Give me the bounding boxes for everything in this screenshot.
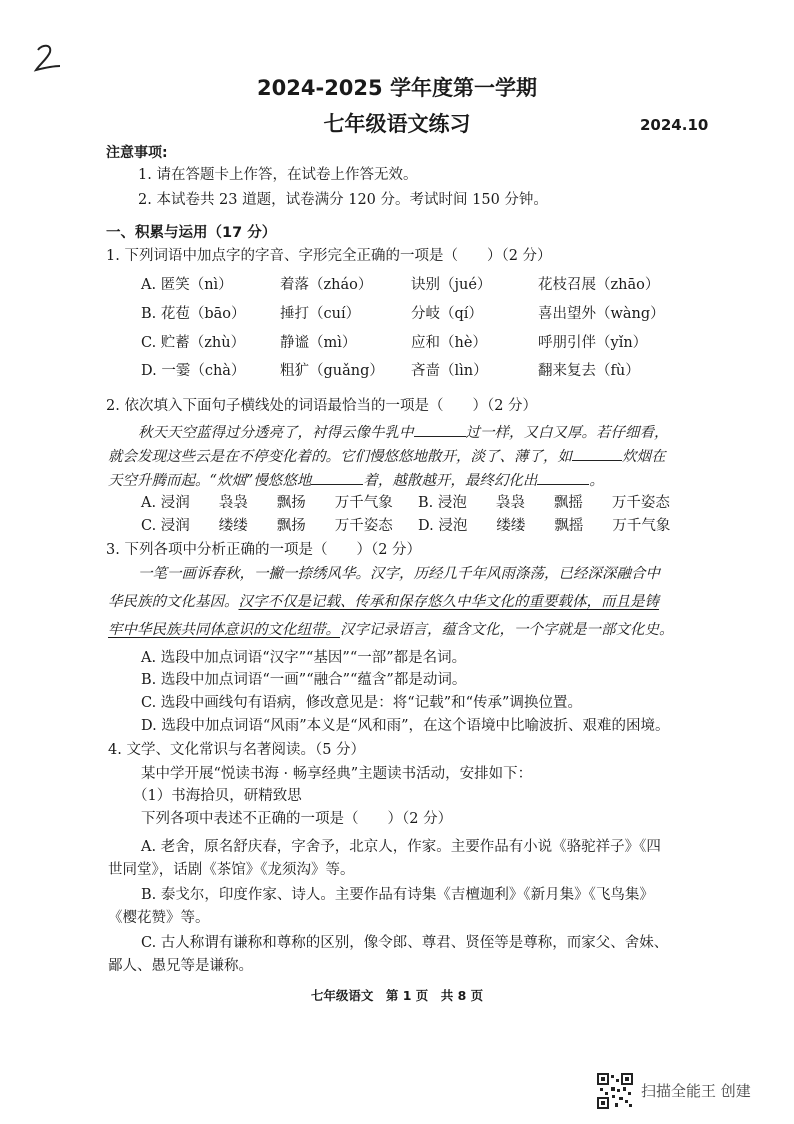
q1-a-4: 花枝召展（zhāo） <box>538 277 660 293</box>
q4-option-c-line-2: 鄙人、愚兄等是谦称。 <box>108 958 253 974</box>
q2-para-line-2: 就会发现这些云是在不停变化着的。它们慢悠悠地散开，淡了、薄了，如 炊烟在 <box>108 449 666 465</box>
q2-blank-3 <box>311 472 363 485</box>
q3-option-d: D. 选段中加点词语“风雨”本义是“风和雨”，在这个语境中比喻波折、艰难的困境。 <box>141 718 670 734</box>
q4-option-b-line-2: 《樱花赞》等。 <box>108 910 210 926</box>
q1-b-3: 分岐（qí） <box>411 306 483 322</box>
q2-para-line-3: 天空升腾而起。“炊烟”慢悠悠地 着，越散越开，最终幻化出 。 <box>108 473 604 489</box>
q4-option-c-line-1: C. 古人称谓有谦称和尊称的区别，像令郎、尊君、贤侄等是尊称，而家父、舍妹、 <box>141 935 669 951</box>
q2-option-d: D. 浸泡 缕缕 飘摇 万千气象 <box>418 518 671 534</box>
q3-para-line-2: 华民族的文化基因。汉字不仅是记载、传承和保存悠久中华文化的重要载体，而且是铸 <box>108 594 659 610</box>
exam-date: 2024.10 <box>640 116 709 134</box>
q1-d-4: 翻来复去（fù） <box>538 363 640 379</box>
handwritten-mark-icon <box>30 40 64 74</box>
page-footer: 七年级语文 第 1 页 共 8 页 <box>310 988 484 1003</box>
q3-option-b: B. 选段中加点词语“一画”“融合”“蕴含”都是动词。 <box>141 672 467 688</box>
q2-blank-1 <box>414 424 466 437</box>
q4-stem: 4. 文学、文化常识与名著阅读。（5 分） <box>108 742 366 758</box>
q1-d-2: 粗犷（guǎng） <box>280 363 384 379</box>
q2-blank-2 <box>572 448 622 461</box>
q2-option-c: C. 浸润 缕缕 飘扬 万千姿态 <box>141 518 393 534</box>
scanner-watermark: 扫描全能王 创建 <box>641 1082 751 1100</box>
notes-item-1: 1. 请在答题卡上作答，在试卷上作答无效。 <box>138 167 418 183</box>
q1-b-4: 喜出望外（wàng） <box>538 306 665 322</box>
q3-underlined-sentence-1: 汉字不仅是记载、传承和保存悠久中华文化的重要载体，而且是铸 <box>238 594 659 610</box>
q3-underlined-sentence-2: 牢中华民族共同体意识的文化纽带。 <box>108 622 340 638</box>
q1-d-3: 吝啬（lìn） <box>411 363 488 379</box>
q2-para-line-1: 秋天天空蓝得过分透亮了，衬得云像牛乳中 过一样，又白又厚。若仔细看， <box>138 425 669 441</box>
q3-para-line-3: 牢中华民族共同体意识的文化纽带。汉字记录语言，蕴含文化，一个字就是一部文化史。 <box>108 622 674 638</box>
q1-c-2: 静谧（mì） <box>280 335 357 351</box>
q1-c-1: C. 贮蓄（zhù） <box>141 335 246 351</box>
q1-c-3: 应和（hè） <box>411 335 487 351</box>
q1-d-1: D. 一霎（chà） <box>141 363 246 379</box>
q4-option-b-line-1: B. 泰戈尔，印度作家、诗人。主要作品有诗集《吉檀迦利》《新月集》《飞鸟集》 <box>141 887 654 903</box>
notes-heading: 注意事项: <box>106 145 168 161</box>
q2-option-a: A. 浸润 袅袅 飘扬 万千气象 <box>141 495 393 511</box>
q2-blank-4 <box>537 472 589 485</box>
exam-title: 2024-2025 学年度第一学期 <box>257 76 537 100</box>
q1-b-1: B. 花苞（bāo） <box>141 306 246 322</box>
q4-sub1-stem: 下列各项中表述不正确的一项是（ ）（2 分） <box>141 811 453 827</box>
q2-stem: 2. 依次填入下面句子横线处的词语最恰当的一项是（ ）（2 分） <box>106 398 538 414</box>
q1-a-3: 诀别（jué） <box>411 277 492 293</box>
q4-option-a-line-2: 世同堂》，话剧《茶馆》《龙须沟》等。 <box>108 862 355 878</box>
q1-a-2: 着落（zháo） <box>280 277 373 293</box>
exam-subtitle: 七年级语文练习 <box>323 112 471 136</box>
q4-intro: 某中学开展“悦读书海 · 畅享经典”主题读书活动，安排如下： <box>141 766 533 782</box>
q2-option-b: B. 浸泡 袅袅 飘摇 万千姿态 <box>418 495 670 511</box>
q3-stem: 3. 下列各项中分析正确的一项是（ ）（2 分） <box>106 542 422 558</box>
qr-code-icon <box>597 1073 633 1109</box>
q3-option-a: A. 选段中加点词语“汉字”“基因”“一部”都是名词。 <box>141 650 467 666</box>
q3-option-c: C. 选段中画线句有语病，修改意见是：将“记载”和“传承”调换位置。 <box>141 695 582 711</box>
q1-stem: 1. 下列词语中加点字的字音、字形完全正确的一项是（ ）（2 分） <box>106 248 552 264</box>
q1-b-2: 捶打（cuí） <box>280 306 361 322</box>
q4-sub1-heading: （1）书海拾贝，研精致思 <box>133 788 302 804</box>
section-heading: 一、积累与运用（17 分） <box>106 225 277 241</box>
q3-para-line-1: 一笔一画诉春秋，一撇一捺绣风华。汉字，历经几千年风雨涤荡，已经深深融合中 <box>138 566 660 582</box>
q1-a-1: A. 匿笑（nì） <box>141 277 233 293</box>
notes-item-2: 2. 本试卷共 23 道题，试卷满分 120 分。考试时间 150 分钟。 <box>138 192 548 208</box>
q4-option-a-line-1: A. 老舍，原名舒庆春，字舍予，北京人，作家。主要作品有小说《骆驼祥子》《四 <box>141 839 661 855</box>
q1-c-4: 呼朋引伴（yǐn） <box>538 335 648 351</box>
